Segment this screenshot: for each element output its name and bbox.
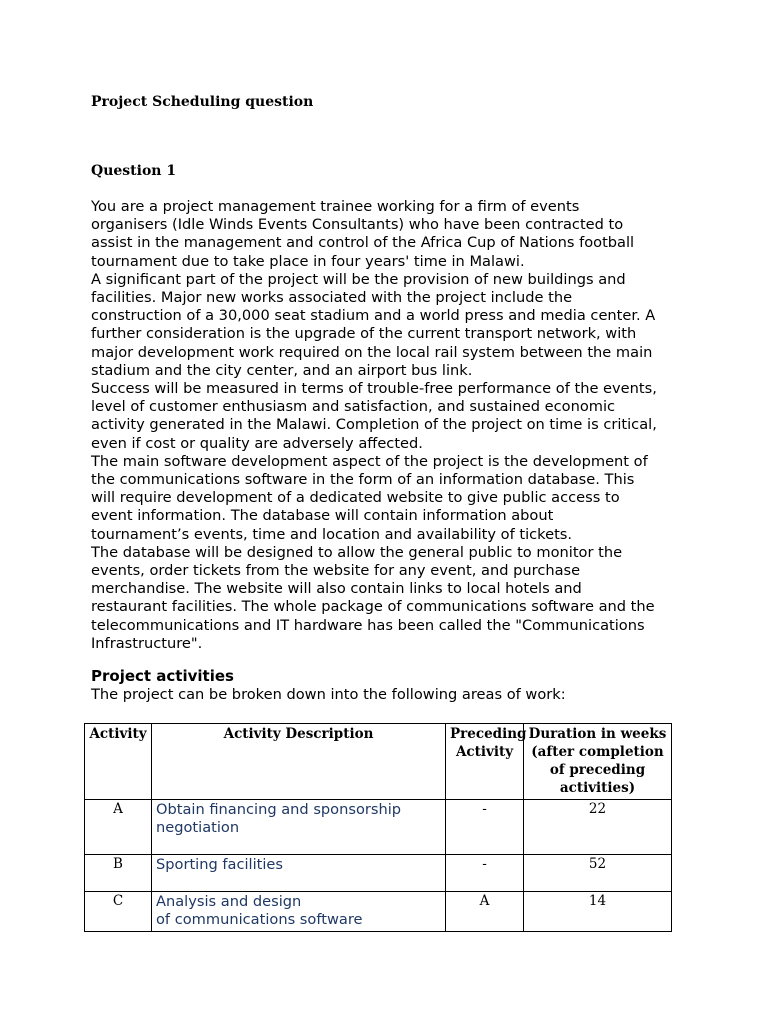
- duration-weeks: 22: [524, 800, 672, 855]
- paragraph: You are a project management trainee working for a firm of events organisers (Idle Winds Events Consultants) who have been contracted to assist in the management and control of the Africa Cup of Nations football tournament due to take place in four years' time in Malawi.: [91, 198, 635, 270]
- header-activity: Activity: [85, 724, 152, 800]
- activity-description: Sporting facilities: [152, 855, 446, 892]
- table-header-row: [85, 724, 672, 800]
- activity-id: C: [85, 892, 152, 932]
- table-row: [85, 892, 672, 932]
- duration-weeks: 52: [524, 855, 672, 892]
- preceding-activity: A: [446, 892, 524, 932]
- activity-id: A: [85, 800, 152, 855]
- question-body: [91, 198, 691, 653]
- section-intro: The project can be broken down into the following areas of work:: [91, 686, 566, 703]
- page-title: Project Scheduling question: [91, 94, 314, 110]
- table-row: [85, 855, 672, 892]
- duration-weeks: 14: [524, 892, 672, 932]
- activity-id: B: [85, 855, 152, 892]
- paragraph: The main software development aspect of the project is the development of the communications software in the form of an information database. This will require development of a dedicated website to give public access to event information. The database will contain information about tournament’s events, time and location and availability of tickets.: [91, 452, 648, 543]
- paragraph: A significant part of the project will be the provision of new buildings and facilities. Major new works associated with the project include the construction of a 30,000 seat stadium and a world press and media center. A further consideration is the upgrade of the current transport network, with major development work required on the local rail system between the main stadium and the city center, and an airport bus link.: [91, 270, 656, 379]
- header-duration: Duration in weeks (after completion of preceding activities): [524, 724, 672, 800]
- paragraph: Success will be measured in terms of trouble-free performance of the events, level of customer enthusiasm and satisfaction, and sustained economic activity generated in the Malawi. Completion of the project on time is critical, even if cost or quality are adversely affected.: [91, 380, 657, 452]
- question-heading: Question 1: [91, 163, 177, 179]
- table-row: [85, 800, 672, 855]
- preceding-activity: -: [446, 800, 524, 855]
- activity-description: Obtain financing and sponsorship negotiation: [152, 800, 446, 855]
- paragraph: The database will be designed to allow the general public to monitor the events, order tickets from the website for any event, and purchase merchandise. The website will also contain links to local hotels and restaurant facilities. The whole package of communications software and the telecommunications and IT hardware has been called the "Communications Infrastructure".: [91, 543, 655, 652]
- activities-table: [84, 723, 672, 932]
- activity-description: Analysis and design of communications software: [152, 892, 446, 932]
- section-heading: Project activities: [91, 667, 234, 685]
- header-preceding: Preceding Activity: [446, 724, 524, 800]
- header-description: Activity Description: [152, 724, 446, 800]
- preceding-activity: -: [446, 855, 524, 892]
